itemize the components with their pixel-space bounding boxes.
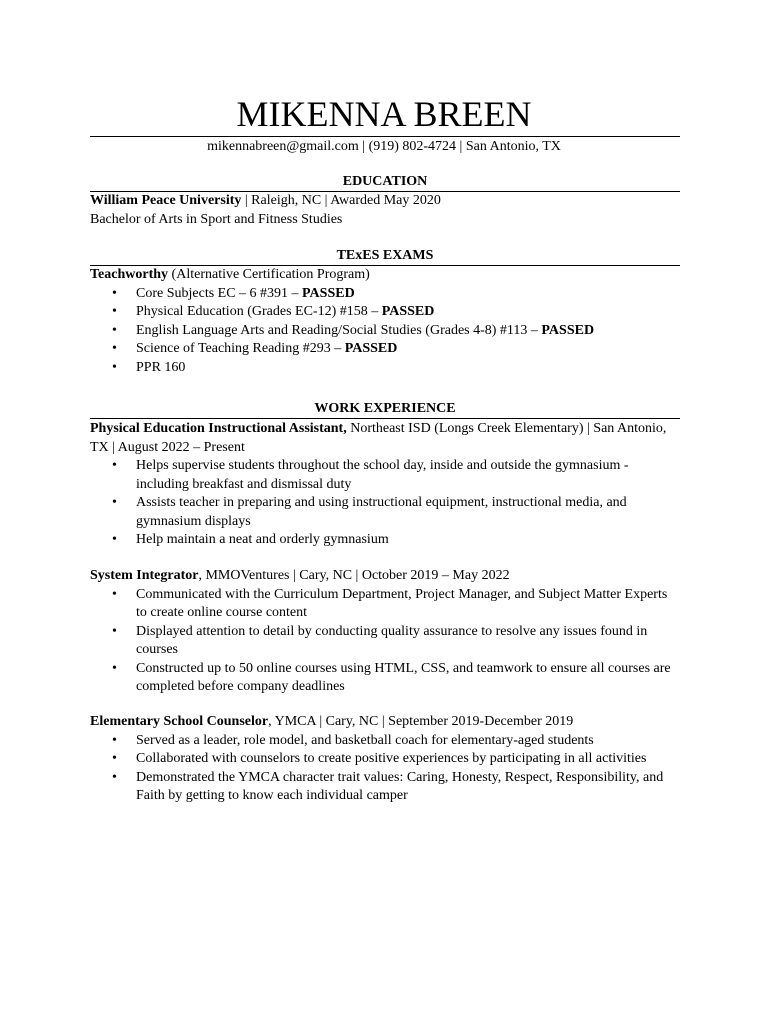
bullet-text: Served as a leader, role model, and basketball coach for elementary-aged students <box>136 732 594 748</box>
list-item <box>90 457 680 494</box>
education-heading: EDUCATION <box>90 173 680 192</box>
bullet-icon: • <box>112 586 117 602</box>
exams-section <box>90 247 680 377</box>
exam-status: PASSED <box>302 285 355 301</box>
job-details: , MMOVentures | Cary, NC | October 2019 – May 2022 <box>198 568 510 583</box>
list-item <box>90 732 680 751</box>
bullet-icon: • <box>112 495 117 510</box>
bullet-icon: • <box>112 322 117 338</box>
bullet-icon: • <box>112 341 117 356</box>
bullet-text: Constructed up to 50 online courses using HTML, CSS, and teamwork to ensure all courses are completed before company deadlines <box>136 660 671 694</box>
exam-text: English Language Arts and Reading/Social Studies (Grades 4-8) #113 – <box>136 322 542 338</box>
list-item <box>90 340 680 359</box>
exam-text: Core Subjects EC – 6 #391 – <box>136 285 303 301</box>
exam-text: Science of Teaching Reading #293 – <box>136 341 345 356</box>
exams-list <box>90 285 680 378</box>
job-role: Elementary School Counselor <box>90 714 269 729</box>
bullet-text: Helps supervise students throughout the school day, inside and outside the gymnasium - including breakfast and dismissal duty <box>136 458 629 492</box>
education-school-line <box>90 192 680 211</box>
job-bullets <box>90 732 680 806</box>
bullet-text: Assists teacher in preparing and using instructional equipment, instructional media, and gymnasium displays <box>136 495 627 529</box>
list-item <box>90 531 680 550</box>
bullet-icon: • <box>112 285 117 301</box>
exams-program-line <box>90 266 680 285</box>
list-item <box>90 750 680 769</box>
bullet-icon: • <box>112 304 117 319</box>
bullet-icon: • <box>112 732 117 748</box>
exam-text: PPR 160 <box>136 359 186 375</box>
exam-status: PASSED <box>541 322 595 338</box>
bullet-icon: • <box>112 660 117 676</box>
job-role: Physical Education Instructional Assistant, <box>90 421 347 436</box>
school-details: | Raleigh, NC | Awarded May 2020 <box>241 193 441 208</box>
bullet-text: Collaborated with counselors to create positive experiences by participating in all activities <box>136 751 647 766</box>
list-item <box>90 623 680 660</box>
bullet-icon: • <box>112 458 117 473</box>
job-entry <box>90 567 680 697</box>
bullet-icon: • <box>112 532 117 547</box>
header-divider <box>90 136 680 137</box>
bullet-text: Help maintain a neat and orderly gymnasium <box>136 532 389 547</box>
list-item <box>90 660 680 697</box>
job-details: , YMCA | Cary, NC | September 2019-December 2019 <box>268 714 574 729</box>
exams-heading: TExES EXAMS <box>90 247 680 266</box>
list-item <box>90 303 680 322</box>
list-item <box>90 586 680 623</box>
bullet-icon: • <box>112 359 117 375</box>
bullet-icon: • <box>112 769 117 785</box>
list-item <box>90 322 680 341</box>
bullet-text: Demonstrated the YMCA character trait values: Caring, Honesty, Respect, Responsibility, and Faith by getting to know each individual camper <box>136 769 664 803</box>
job-role: System Integrator <box>90 568 199 583</box>
bullet-icon: • <box>112 751 117 766</box>
bullet-text: Displayed attention to detail by conducting quality assurance to resolve any issues found in courses <box>136 623 648 657</box>
job-heading <box>90 713 680 732</box>
job-bullets <box>90 457 680 550</box>
job-entry <box>90 713 680 806</box>
list-item <box>90 359 680 378</box>
bullet-text: Communicated with the Curriculum Department, Project Manager, and Subject Matter Experts to create online course content <box>136 586 668 620</box>
exam-status: PASSED <box>381 304 435 319</box>
job-bullets <box>90 586 680 697</box>
education-degree: Bachelor of Arts in Sport and Fitness Studies <box>90 211 343 227</box>
program-name: Teachworthy <box>90 267 169 282</box>
exam-text: Physical Education (Grades EC-12) #158 – <box>136 304 382 319</box>
education-section <box>90 173 680 229</box>
work-section <box>90 400 680 419</box>
program-details: (Alternative Certification Program) <box>168 267 370 282</box>
contact-line: mikennabreen@gmail.com | (919) 802-4724 | San Antonio, TX <box>207 139 561 154</box>
candidate-name: MIKENNA BREEN <box>236 94 532 134</box>
job-details: Northeast ISD (Longs Creek Elementary) | San Antonio, TX | August 2022 – Present <box>90 421 667 455</box>
school-name: William Peace University <box>90 193 242 208</box>
job-heading <box>90 420 680 457</box>
exam-status: PASSED <box>344 341 398 356</box>
bullet-icon: • <box>112 623 117 639</box>
list-item <box>90 494 680 531</box>
list-item <box>90 769 680 806</box>
job-entry <box>90 420 680 550</box>
work-heading: WORK EXPERIENCE <box>90 400 680 419</box>
list-item <box>90 285 680 304</box>
job-heading <box>90 567 680 586</box>
